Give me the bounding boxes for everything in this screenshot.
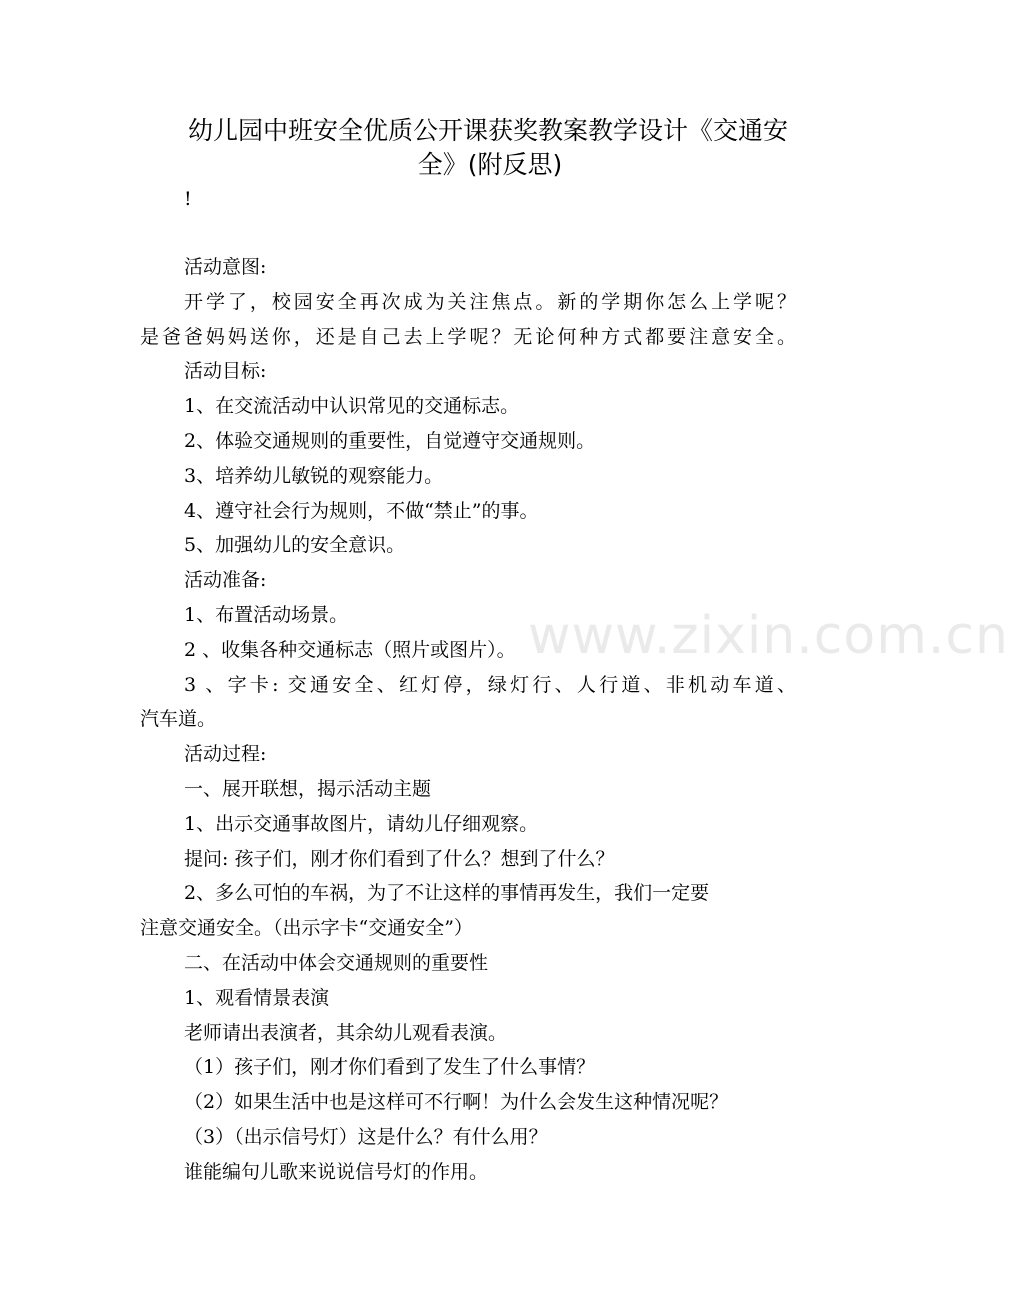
watermark: www.zixin.com.cn [528,606,1009,666]
text-line: 二、在活动中体会交通规则的重要性 [184,952,489,974]
text-line: 5、加强幼儿的安全意识。 [184,534,406,557]
text-line: 一、展开联想，揭示活动主题 [184,778,432,800]
text-line: 3 、字卡: 交通安全、红灯停，绿灯行、人行道、非机动车道、 [184,673,796,696]
text-line: 汽车道。 [140,708,217,731]
text-line: （1）孩子们，刚才你们看到了发生了什么事情？ [184,1056,596,1079]
text-line: 活动目标: [184,360,267,383]
text-line: 2、多么可怕的车祸，为了不让这样的事情再发生，我们一定要 [184,882,710,905]
text-line: （2）如果生活中也是这样可不行啊！为什么会发生这种情况呢？ [184,1091,729,1114]
text-line: 活动准备: [184,569,267,592]
text-line: 4、遵守社会行为规则，不做“禁止”的事。 [184,499,539,522]
text-line: 是爸爸妈妈送你，还是自己去上学呢？无论何种方式都要注意安全。 [140,325,796,348]
exclamation-mark: ! [184,188,192,210]
text-line: （3）（出示信号灯）这是什么？有什么用？ [184,1126,548,1148]
document-title-line-1: 幼儿园中班安全优质公开课获奖教案教学设计《交通安 [188,116,789,145]
text-line: 2、体验交通规则的重要性，自觉遵守交通规则。 [184,430,596,452]
text-line: 开学了，校园安全再次成为关注焦点。新的学期你怎么上学呢？ [184,290,796,313]
text-line: 1、布置活动场景。 [184,604,349,626]
text-line: 注意交通安全。（出示字卡“交通安全”） [140,917,473,940]
text-line: 3、培养幼儿敏锐的观察能力。 [184,464,444,487]
text-line: 老师请出表演者，其余幼儿观看表演。 [184,1021,508,1044]
text-line: 1、观看情景表演 [184,986,330,1009]
text-line: 1、在交流活动中认识常见的交通标志。 [184,395,520,418]
text-line: 活动意图: [184,256,267,278]
text-line: 2 、收集各种交通标志（照片或图片）。 [184,638,516,661]
text-line: 提问: 孩子们，刚才你们看到了什么？想到了什么？ [184,847,615,870]
text-line: 1、出示交通事故图片，请幼儿仔细观察。 [184,812,539,835]
text-line: 活动过程: [184,743,267,766]
document-title-line-2: 全》(附反思) [417,150,563,179]
text-line: 谁能编句儿歌来说说信号灯的作用。 [184,1160,489,1183]
